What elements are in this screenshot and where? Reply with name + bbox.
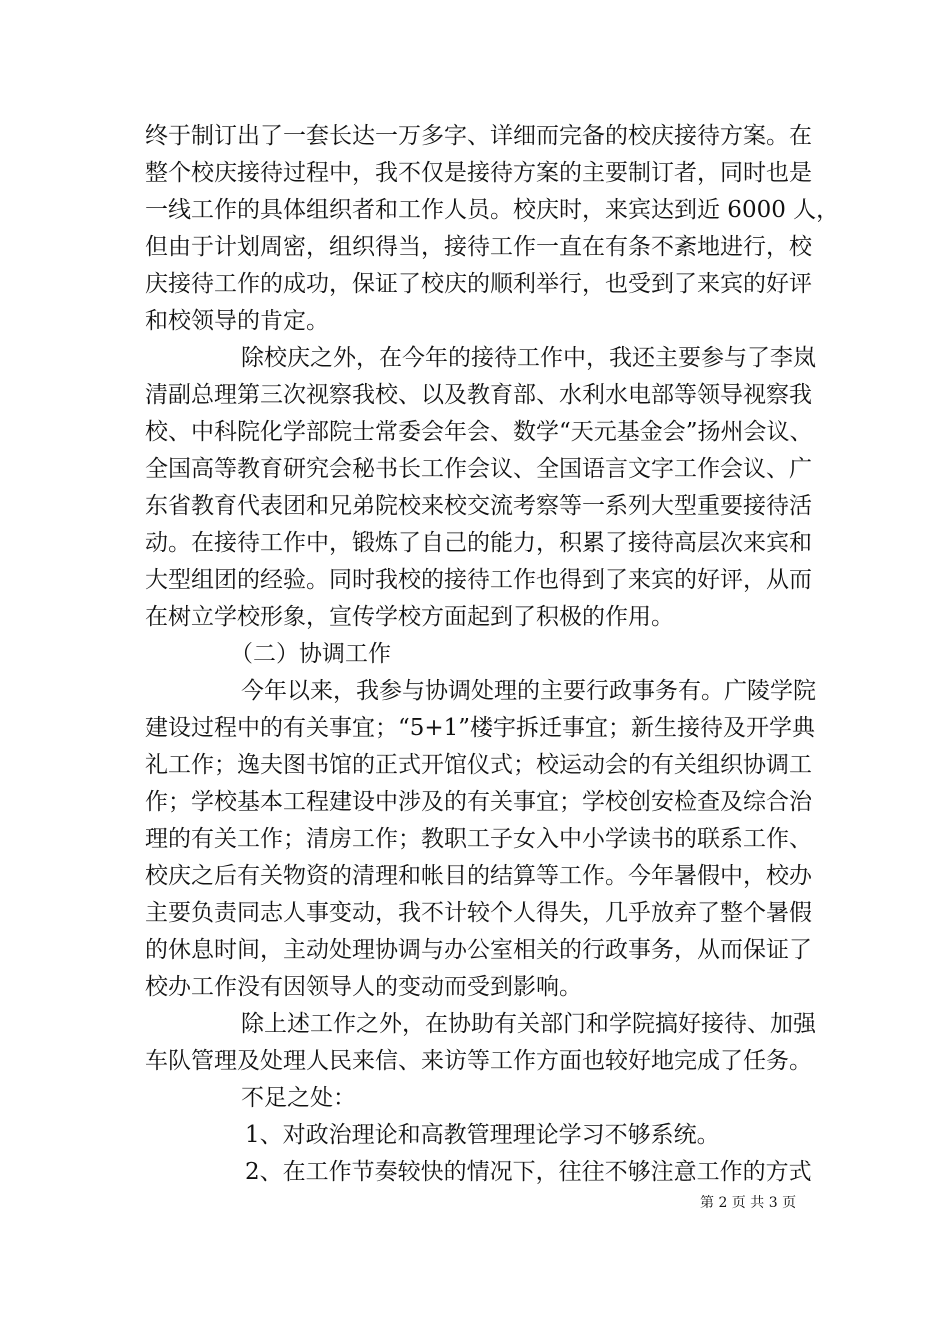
text-line: 作；学校基本工程建设中涉及的有关事宜；学校创安检查及综合治 <box>145 789 812 815</box>
text-line: 在树立学校形象，宣传学校方面起到了积极的作用。 <box>145 604 674 630</box>
text-line: 主要负责同志人事变动，我不计较个人得失，几乎放弃了整个暑假 <box>145 900 812 926</box>
text-line: 除校庆之外，在今年的接待工作中，我还主要参与了李岚 <box>241 345 816 371</box>
text-line: 不足之处： <box>241 1085 356 1111</box>
text-line: 一线工作的具体组织者和工作人员。校庆时，来宾达到近 6000 人， <box>145 197 840 223</box>
text-line: 理的有关工作；清房工作；教职工子女入中小学读书的联系工作、 <box>145 826 812 852</box>
text-line: 校办工作没有因领导人的变动而受到影响。 <box>145 974 582 1000</box>
page-number-footer: 第 2 页 共 3 页 <box>700 1195 797 1211</box>
list-item: 2、在工作节奏较快的情况下，往往不够注意工作的方式 <box>245 1159 812 1185</box>
text-line: 清副总理第三次视察我校、以及教育部、水利水电部等领导视察我 <box>145 382 812 408</box>
text-line: 的休息时间，主动处理协调与办公室相关的行政事务，从而保证了 <box>145 937 812 963</box>
text-line: 终于制订出了一套长达一万多字、详细而完备的校庆接待方案。在 <box>145 123 812 149</box>
section-heading: （二）协调工作 <box>230 641 391 667</box>
text-line: 和校领导的肯定。 <box>145 308 329 334</box>
text-line: 庆接待工作的成功，保证了校庆的顺利举行，也受到了来宾的好评 <box>145 271 812 297</box>
text-line: 东省教育代表团和兄弟院校来校交流考察等一系列大型重要接待活 <box>145 493 812 519</box>
text-line: 车队管理及处理人民来信、来访等工作方面也较好地完成了任务。 <box>145 1048 812 1074</box>
text-line: 大型组团的经验。同时我校的接待工作也得到了来宾的好评，从而 <box>145 567 812 593</box>
text-line: 礼工作；逸夫图书馆的正式开馆仪式；校运动会的有关组织协调工 <box>145 752 812 778</box>
text-line: 但由于计划周密，组织得当，接待工作一直在有条不紊地进行，校 <box>145 234 812 260</box>
text-line: 校、中科院化学部院士常委会年会、数学“天元基金会”扬州会议、 <box>145 419 813 445</box>
text-line: 动。在接待工作中，锻炼了自己的能力，积累了接待高层次来宾和 <box>145 530 812 556</box>
text-line: 今年以来，我参与协调处理的主要行政事务有。广陵学院 <box>241 678 816 704</box>
text-line: 除上述工作之外，在协助有关部门和学院搞好接待、加强 <box>241 1011 816 1037</box>
text-line: 建设过程中的有关事宜；“5+1”楼宇拆迁事宜；新生接待及开学典 <box>145 715 816 741</box>
text-line: 校庆之后有关物资的清理和帐目的结算等工作。今年暑假中，校办 <box>145 863 812 889</box>
text-line: 整个校庆接待过程中，我不仅是接待方案的主要制订者，同时也是 <box>145 160 812 186</box>
list-item: 1、对政治理论和高教管理理论学习不够系统。 <box>245 1122 720 1148</box>
text-line: 全国高等教育研究会秘书长工作会议、全国语言文字工作会议、广 <box>145 456 812 482</box>
